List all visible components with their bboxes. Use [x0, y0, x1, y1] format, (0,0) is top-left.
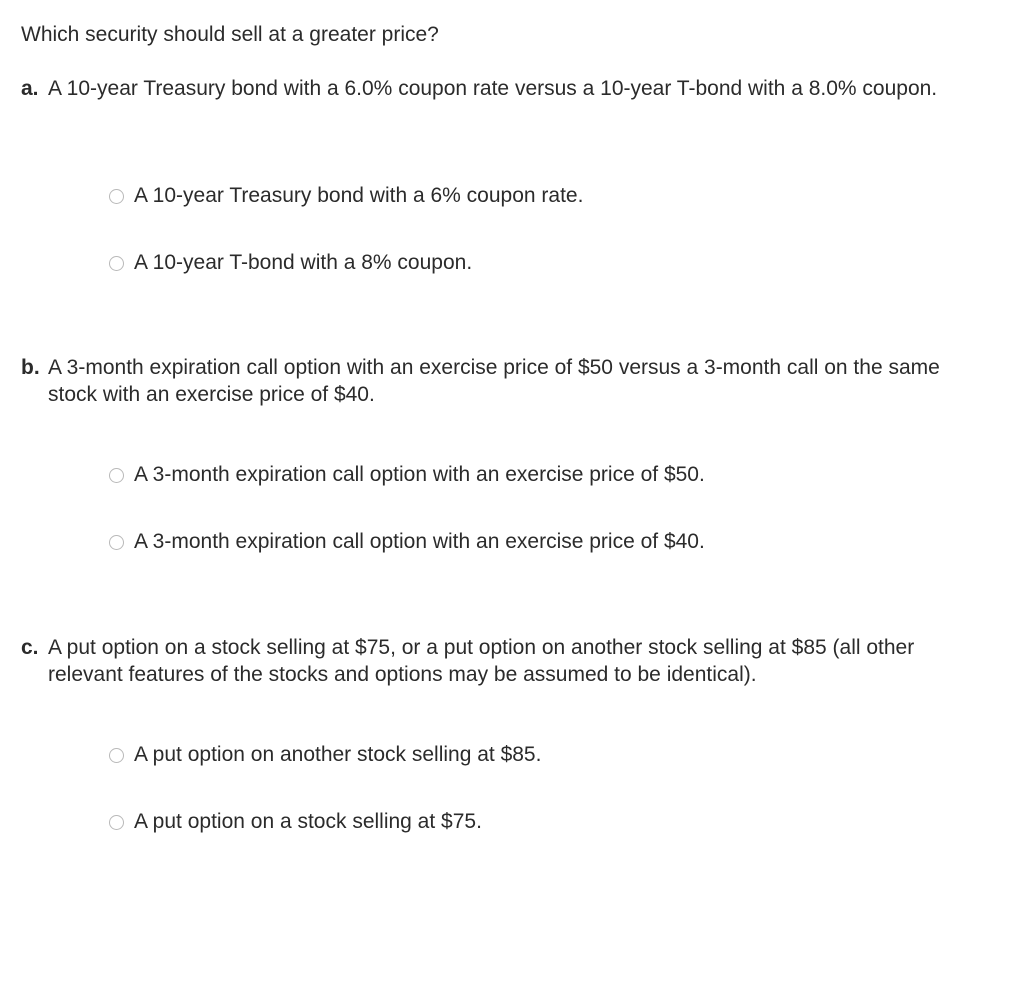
option-label: A 3-month expiration call option with an exercise price of $50.: [134, 463, 705, 486]
question-c-text-row: [21, 634, 981, 688]
question-a-options: [21, 181, 981, 278]
question-c: [21, 634, 981, 833]
question-a-letter: a.: [21, 77, 39, 100]
question-c-option-2[interactable]: [109, 807, 981, 837]
option-label: A 10-year T-bond with a 8% coupon.: [134, 251, 473, 274]
question-a-option-2[interactable]: [109, 248, 981, 278]
question-c-options: [21, 740, 981, 837]
question-a-text: A 10-year Treasury bond with a 6.0% coupon rate versus a 10-year T-bond with a 8.0% coupon.: [48, 77, 938, 100]
question-a: [21, 75, 981, 274]
option-label: A put option on a stock selling at $75.: [134, 810, 482, 833]
radio-button-icon[interactable]: [109, 815, 124, 830]
option-label: A 10-year Treasury bond with a 6% coupon rate.: [134, 184, 584, 207]
option-label: A put option on another stock selling at $85.: [134, 743, 542, 766]
question-b-options: [21, 460, 981, 557]
radio-button-icon[interactable]: [109, 535, 124, 550]
radio-button-icon[interactable]: [109, 748, 124, 763]
question-b-letter: b.: [21, 356, 40, 379]
question-prompt: Which security should sell at a greater price?: [21, 23, 439, 46]
question-a-option-1[interactable]: [109, 181, 981, 211]
question-b-text: A 3-month expiration call option with an exercise price of $50 versus a 3-month call on the same stock with an exercise price of $40.: [48, 356, 940, 406]
question-c-letter: c.: [21, 636, 39, 659]
question-b: [21, 354, 981, 553]
question-c-text: A put option on a stock selling at $75, or a put option on another stock selling at $85 (all other relevant features of the stocks and options may be assumed to be identical).: [48, 636, 915, 686]
question-c-option-1[interactable]: [109, 740, 981, 770]
question-b-option-1[interactable]: [109, 460, 981, 490]
radio-button-icon[interactable]: [109, 189, 124, 204]
question-a-text-row: [21, 75, 981, 102]
option-label: A 3-month expiration call option with an exercise price of $40.: [134, 530, 705, 553]
question-b-text-row: [21, 354, 981, 408]
radio-button-icon[interactable]: [109, 256, 124, 271]
question-b-option-2[interactable]: [109, 527, 981, 557]
radio-button-icon[interactable]: [109, 468, 124, 483]
